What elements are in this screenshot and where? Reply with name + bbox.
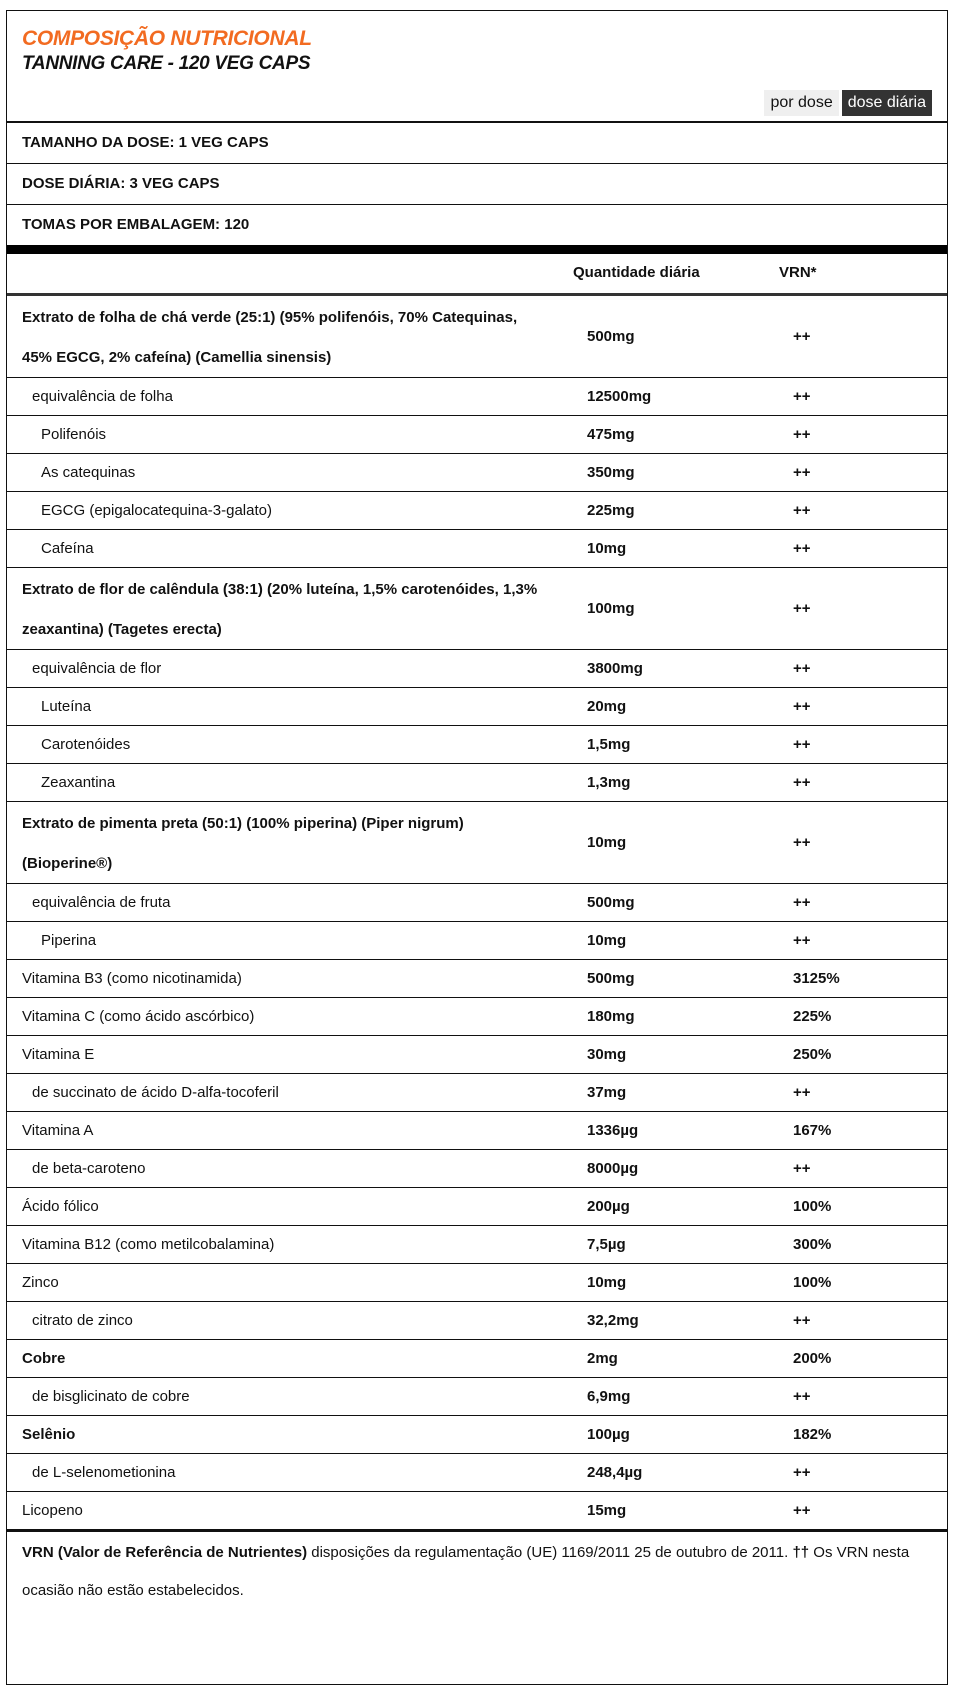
nutrient-name: Extrato de pimenta preta (50:1) (100% piperina) (Piper nigrum) (Bioperine®) bbox=[22, 815, 464, 872]
dagger-symbol: †† bbox=[792, 1544, 810, 1561]
table-row bbox=[7, 1378, 947, 1416]
nutrient-amount: 350mg bbox=[587, 464, 635, 481]
nutrient-vrn: 167% bbox=[793, 1122, 832, 1139]
nutrient-vrn: 182% bbox=[793, 1426, 832, 1443]
nutrient-amount: 7,5µg bbox=[587, 1236, 626, 1253]
nutrient-name: Zinco bbox=[22, 1274, 59, 1291]
nutrient-vrn: 200% bbox=[793, 1350, 832, 1367]
table-row bbox=[7, 726, 947, 764]
nutrient-vrn: ++ bbox=[793, 502, 811, 519]
nutrient-vrn: ++ bbox=[793, 834, 811, 851]
product-name: TANNING CARE - 120 VEG CAPS bbox=[22, 53, 311, 74]
nutrient-name: Vitamina E bbox=[22, 1046, 95, 1063]
nutrient-amount: 8000µg bbox=[587, 1160, 639, 1177]
table-row bbox=[7, 454, 947, 492]
table-row bbox=[7, 960, 947, 998]
nutrient-name: Polifenóis bbox=[41, 426, 107, 443]
nutrient-name: Cobre bbox=[22, 1350, 66, 1367]
serving-size: TAMANHO DA DOSE: 1 VEG CAPS bbox=[7, 123, 947, 164]
table-row bbox=[7, 1188, 947, 1226]
table-row bbox=[7, 998, 947, 1036]
footnote-text-1: disposições da regulamentação (UE) 1169/2011 25 de outubro de 2011. bbox=[307, 1544, 793, 1561]
nutrient-vrn: ++ bbox=[793, 540, 811, 557]
nutrient-vrn: 3125% bbox=[793, 970, 840, 987]
nutrient-name: Selênio bbox=[22, 1426, 76, 1443]
nutrient-amount: 6,9mg bbox=[587, 1388, 631, 1405]
toggle-por-dose[interactable]: por dose bbox=[764, 90, 838, 116]
nutrient-name: Vitamina C (como ácido ascórbico) bbox=[22, 1008, 255, 1025]
table-row bbox=[7, 296, 947, 378]
nutrient-vrn: ++ bbox=[793, 736, 811, 753]
nutrient-vrn: 100% bbox=[793, 1274, 832, 1291]
table-row bbox=[7, 416, 947, 454]
nutrient-amount: 500mg bbox=[587, 970, 635, 987]
nutrient-amount: 15mg bbox=[587, 1502, 627, 1519]
nutrient-vrn: ++ bbox=[793, 1160, 811, 1177]
nutrient-name: Vitamina A bbox=[22, 1122, 94, 1139]
nutrient-vrn: ++ bbox=[793, 1312, 811, 1329]
nutrient-amount: 3800mg bbox=[587, 660, 643, 677]
nutrient-vrn: ++ bbox=[793, 426, 811, 443]
nutrient-name: equivalência de fruta bbox=[32, 894, 171, 911]
table-row bbox=[7, 1264, 947, 1302]
table-row bbox=[7, 764, 947, 802]
nutrient-name: Vitamina B12 (como metilcobalamina) bbox=[22, 1236, 275, 1253]
divider-thick bbox=[7, 245, 947, 254]
nutrient-name: Zeaxantina bbox=[41, 774, 116, 791]
nutrient-vrn: ++ bbox=[793, 388, 811, 405]
nutrition-facts-panel bbox=[6, 10, 948, 1685]
table-row bbox=[7, 922, 947, 960]
nutrient-amount: 37mg bbox=[587, 1084, 627, 1101]
table-row bbox=[7, 884, 947, 922]
nutrient-name: Luteína bbox=[41, 698, 92, 715]
table-row bbox=[7, 688, 947, 726]
nutrient-amount: 10mg bbox=[587, 932, 627, 949]
nutrient-amount: 225mg bbox=[587, 502, 635, 519]
nutrient-name: equivalência de flor bbox=[32, 660, 162, 677]
nutrient-name: Licopeno bbox=[22, 1502, 83, 1519]
nutrient-amount: 180mg bbox=[587, 1008, 635, 1025]
column-header-vrn: VRN* bbox=[779, 264, 817, 281]
nutrient-amount: 1,3mg bbox=[587, 774, 631, 791]
nutrient-name: Ácido fólico bbox=[22, 1198, 99, 1215]
nutrient-amount: 10mg bbox=[587, 1274, 627, 1291]
column-header-amount: Quantidade diária bbox=[573, 264, 700, 281]
table-header bbox=[7, 254, 947, 296]
table-row bbox=[7, 1492, 947, 1532]
nutrient-name: de bisglicinato de cobre bbox=[32, 1388, 190, 1405]
table-row bbox=[7, 1074, 947, 1112]
table-row bbox=[7, 492, 947, 530]
nutrient-amount: 500mg bbox=[587, 328, 635, 345]
nutrient-vrn: 225% bbox=[793, 1008, 832, 1025]
table-row bbox=[7, 568, 947, 650]
nutrient-name: Extrato de folha de chá verde (25:1) (95% polifenóis, 70% Catequinas, 45% EGCG, 2% cafeína) (Camellia sinensis) bbox=[22, 309, 518, 366]
nutrient-amount: 10mg bbox=[587, 834, 627, 851]
nutrient-vrn: ++ bbox=[793, 1388, 811, 1405]
dose-toggle bbox=[764, 90, 932, 116]
nutrient-vrn: ++ bbox=[793, 894, 811, 911]
nutrient-name: EGCG (epigalocatequina-3-galato) bbox=[41, 502, 272, 519]
nutrient-amount: 1336µg bbox=[587, 1122, 639, 1139]
nutrient-name: As catequinas bbox=[41, 464, 136, 481]
nutrient-amount: 10mg bbox=[587, 540, 627, 557]
nutrient-name: Piperina bbox=[41, 932, 97, 949]
toggle-dose-diaria[interactable]: dose diária bbox=[842, 90, 932, 116]
table-row bbox=[7, 1416, 947, 1454]
nutrient-amount: 500mg bbox=[587, 894, 635, 911]
nutrient-name: Extrato de flor de calêndula (38:1) (20% luteína, 1,5% carotenóides, 1,3% zeaxantina) (Tagetes erecta) bbox=[22, 581, 538, 638]
nutrient-vrn: ++ bbox=[793, 1502, 811, 1519]
nutrient-vrn: ++ bbox=[793, 774, 811, 791]
table-row bbox=[7, 650, 947, 688]
nutrient-amount: 100µg bbox=[587, 1426, 630, 1443]
footnote bbox=[7, 1532, 947, 1610]
nutrient-amount: 20mg bbox=[587, 698, 627, 715]
nutrient-vrn: 250% bbox=[793, 1046, 832, 1063]
nutrient-name: Cafeína bbox=[41, 540, 94, 557]
table-row bbox=[7, 1036, 947, 1074]
nutrient-vrn: 100% bbox=[793, 1198, 832, 1215]
nutrient-name: de beta-caroteno bbox=[32, 1160, 146, 1177]
table-row bbox=[7, 378, 947, 416]
table-row bbox=[7, 530, 947, 568]
nutrient-amount: 12500mg bbox=[587, 388, 652, 405]
servings-per-pack: TOMAS POR EMBALAGEM: 120 bbox=[22, 216, 250, 233]
footnote-bold: VRN (Valor de Referência de Nutrientes) bbox=[22, 1544, 308, 1561]
panel-header bbox=[7, 11, 947, 123]
section-title: COMPOSIÇÃO NUTRICIONAL bbox=[22, 27, 312, 50]
nutrient-amount: 32,2mg bbox=[587, 1312, 639, 1329]
table-row bbox=[7, 1340, 947, 1378]
nutrient-amount: 248,4µg bbox=[587, 1464, 643, 1481]
nutrient-name: equivalência de folha bbox=[32, 388, 173, 405]
nutrient-name: de succinato de ácido D-alfa-tocoferil bbox=[32, 1084, 279, 1101]
nutrient-table-body bbox=[7, 296, 947, 1532]
table-row bbox=[7, 1112, 947, 1150]
table-row bbox=[7, 1150, 947, 1188]
nutrient-vrn: ++ bbox=[793, 600, 811, 617]
nutrient-amount: 1,5mg bbox=[587, 736, 631, 753]
nutrient-amount: 100mg bbox=[587, 600, 635, 617]
table-row bbox=[7, 1454, 947, 1492]
nutrient-amount: 200µg bbox=[587, 1198, 630, 1215]
footnote-text-2: Os VRN nesta ocasião não estão estabelecidos. bbox=[22, 1544, 910, 1599]
daily-dose: DOSE DIÁRIA: 3 VEG CAPS bbox=[7, 164, 947, 205]
table-row bbox=[7, 802, 947, 884]
nutrient-amount: 2mg bbox=[587, 1350, 618, 1367]
nutrient-amount: 30mg bbox=[587, 1046, 627, 1063]
nutrient-amount: 475mg bbox=[587, 426, 635, 443]
nutrient-name: de L-selenometionina bbox=[32, 1464, 176, 1481]
nutrient-name: citrato de zinco bbox=[32, 1312, 133, 1329]
nutrient-vrn: ++ bbox=[793, 698, 811, 715]
nutrient-name: Carotenóides bbox=[41, 736, 131, 753]
nutrient-vrn: ++ bbox=[793, 1464, 811, 1481]
table-row bbox=[7, 1226, 947, 1264]
nutrient-vrn: ++ bbox=[793, 464, 811, 481]
table-row bbox=[7, 1302, 947, 1340]
nutrient-vrn: ++ bbox=[793, 328, 811, 345]
nutrient-vrn: ++ bbox=[793, 932, 811, 949]
nutrient-vrn: ++ bbox=[793, 1084, 811, 1101]
nutrient-vrn: 300% bbox=[793, 1236, 832, 1253]
nutrient-vrn: ++ bbox=[793, 660, 811, 677]
nutrient-name: Vitamina B3 (como nicotinamida) bbox=[22, 970, 242, 987]
